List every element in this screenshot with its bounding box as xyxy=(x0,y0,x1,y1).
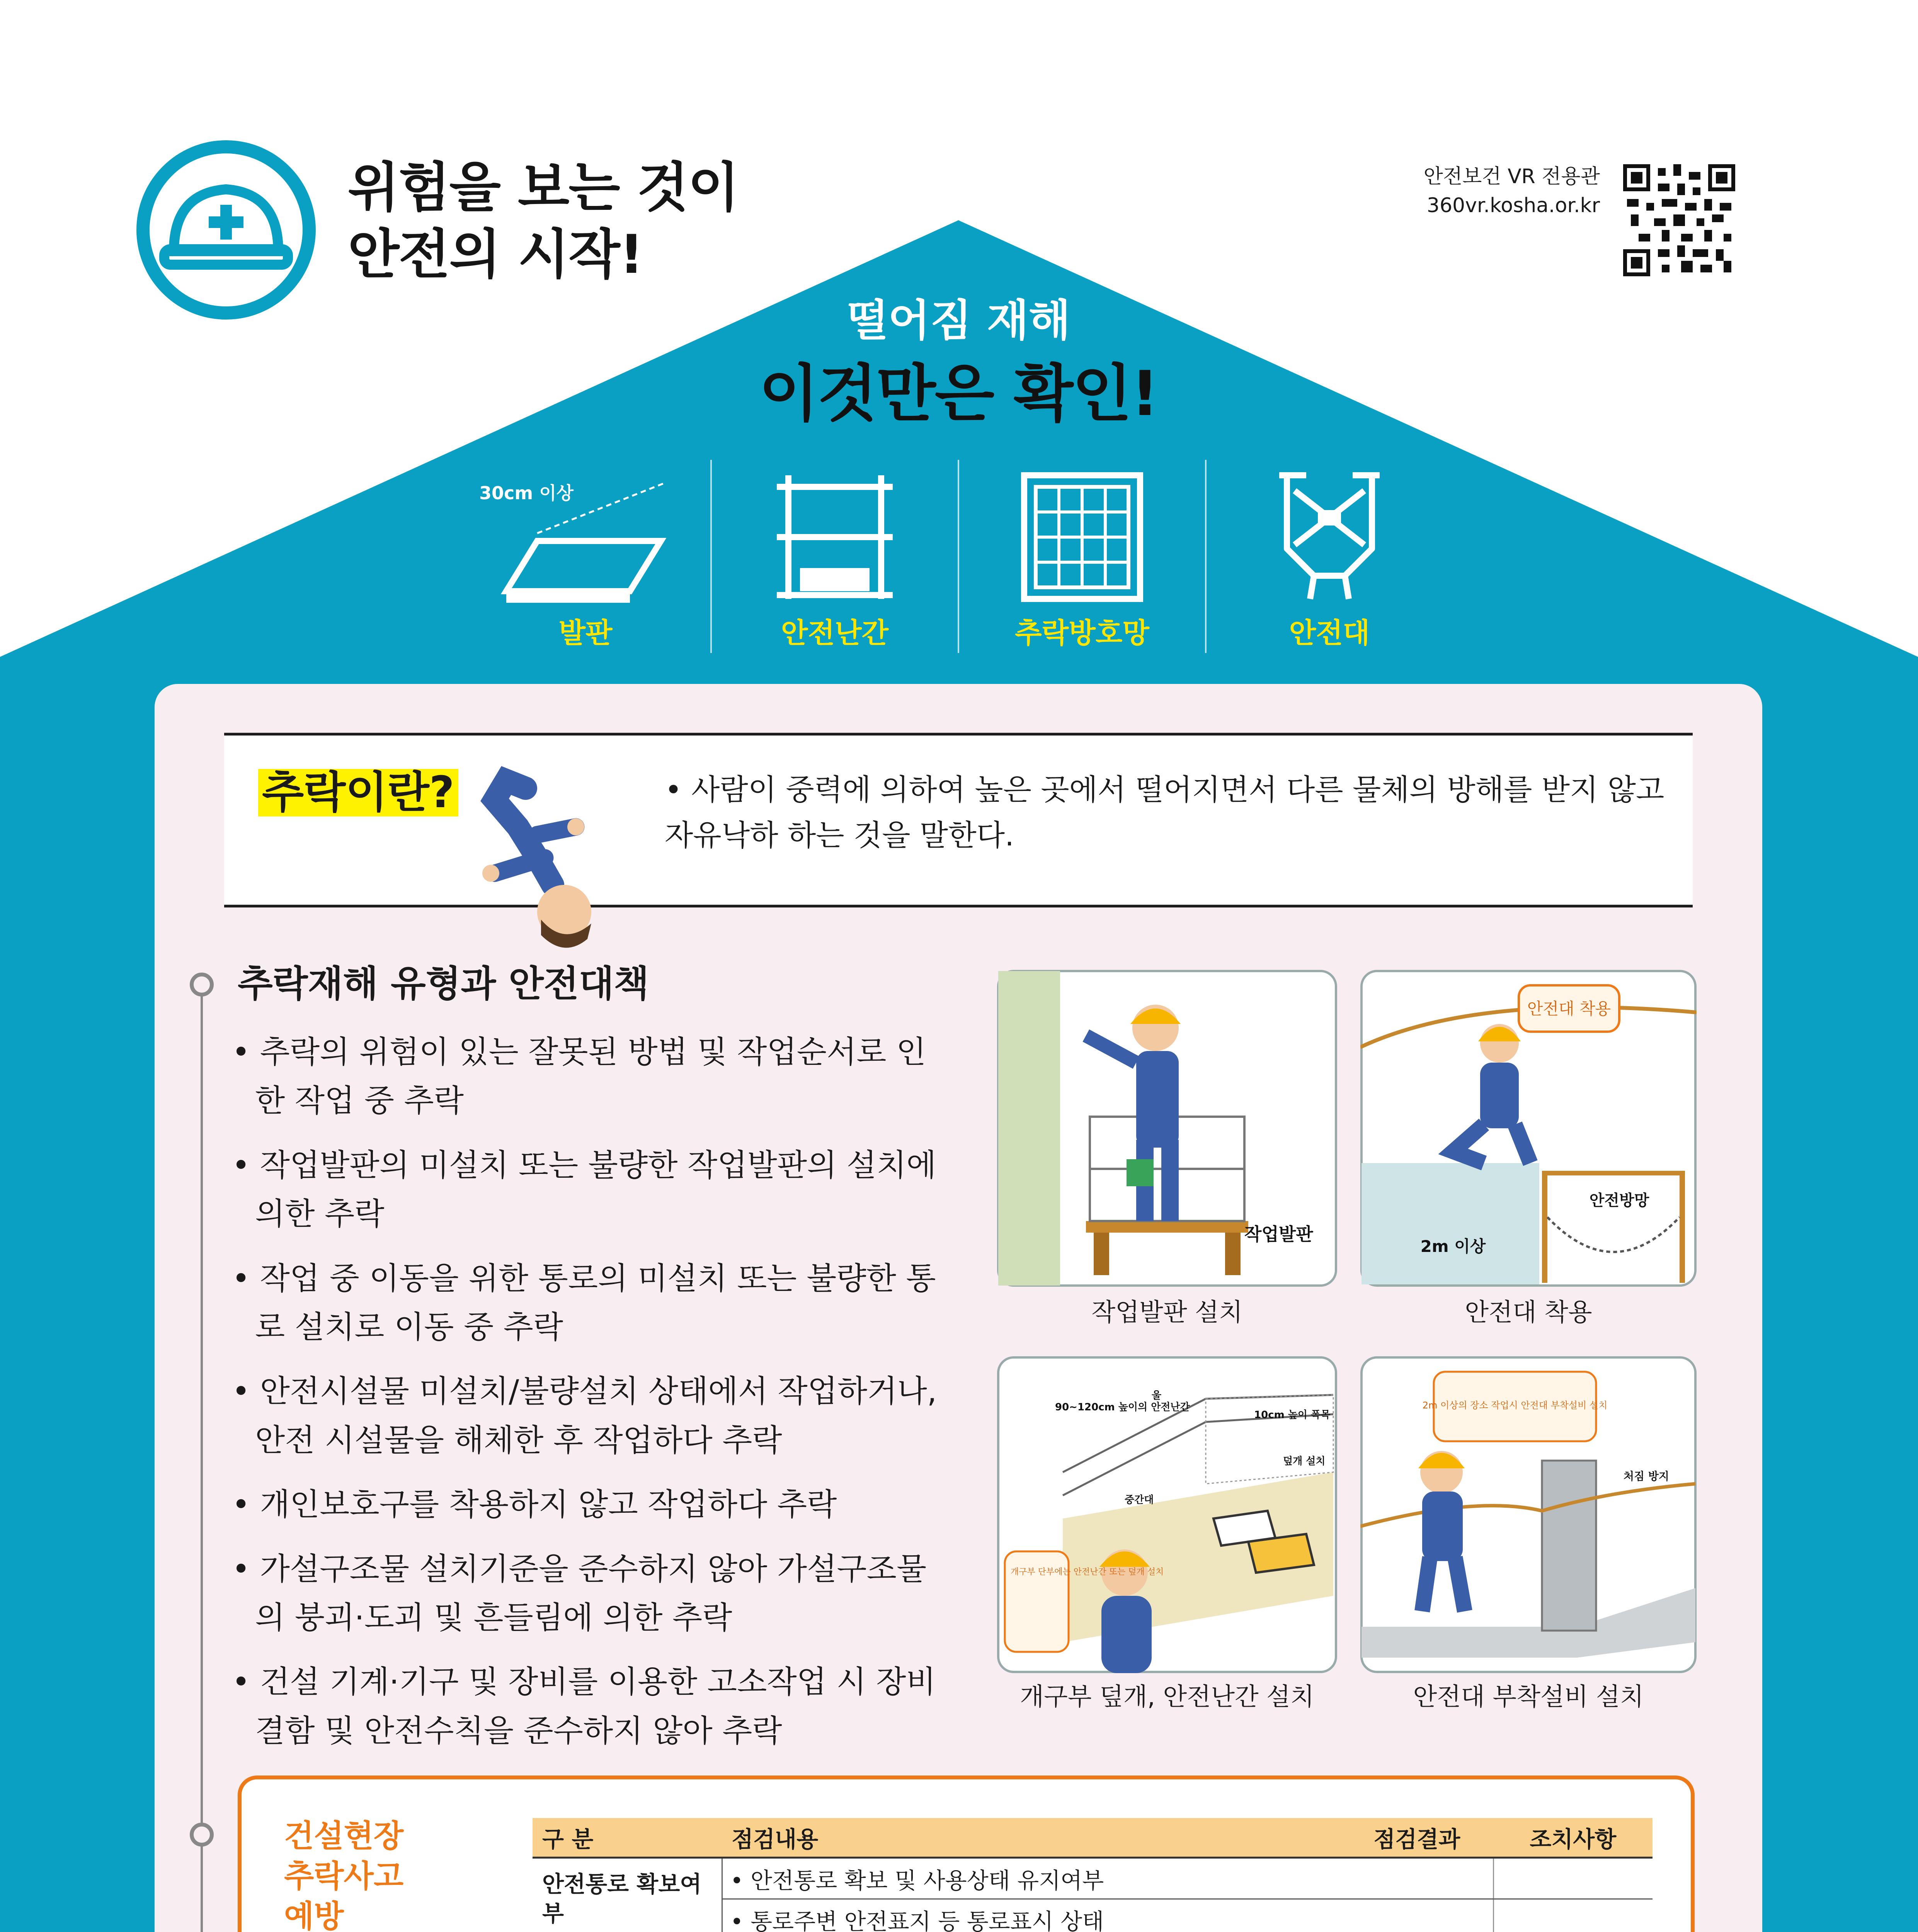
main-title: 이것만은 확인! xyxy=(759,357,1158,430)
illustration-anchor xyxy=(1360,1356,1697,1673)
safety-net-icon xyxy=(1020,471,1144,603)
action-cell[interactable] xyxy=(1494,1899,1653,1932)
header-content: 점검내용 xyxy=(722,1818,1340,1858)
category-cell: 안전통로 확보여부 xyxy=(533,1858,722,1932)
list-item: • 가설구조물 설치기준을 준수하지 않아 가설구조물의 붕괴·도괴 및 흔들림에 의한 추락 xyxy=(232,1545,951,1643)
anchor-note: 2m 이상의 장소 작업시 안전대 부착설비 설치 xyxy=(1422,1400,1608,1411)
vr-url[interactable]: 360vr.kosha.or.kr xyxy=(1426,194,1600,218)
icon-label-harness: 안전대 xyxy=(1289,617,1370,649)
list-item: • 작업발판의 미설치 또는 불량한 작업발판의 설치에 의한 추락 xyxy=(232,1141,951,1239)
definition-text: • 사람이 중력에 의하여 높은 곳에서 떨어지면서 다른 물체의 방해를 받지 않고 자유낙하 하는 것을 말한다. xyxy=(665,772,1664,852)
list-item: • 작업 중 이동을 위한 통로의 미설치 또는 불량한 통로 설치로 이동 중 추락 xyxy=(232,1254,951,1352)
header-result: 점검결과 xyxy=(1340,1818,1494,1858)
helmet-logo-icon xyxy=(131,135,321,325)
icon-label-safety-net: 추락방호망 xyxy=(1015,617,1149,649)
icon-label-plank: 발판 xyxy=(558,617,613,649)
checklist-title: 건설현장 추락사고 예방 xyxy=(284,1818,404,1932)
vr-label: 안전보건 VR 전용관 xyxy=(1423,165,1600,188)
list-item: • 안전시설물 미설치/불량설치 상태에서 작업하거나, 안전 시설물을 해체한 후 작업하다 추락 xyxy=(232,1367,951,1465)
hero-title-line2: 안전의 시작! xyxy=(348,223,643,286)
net-label: 안전방망 xyxy=(1589,1192,1649,1209)
caption-harness: 안전대 착용 xyxy=(1465,1298,1592,1327)
opening-note: 개구부 단부에는 안전난간 또는 덮개 설치 xyxy=(1011,1567,1164,1577)
illustration-harness xyxy=(1360,970,1697,1287)
checklist-table xyxy=(533,1818,1653,1932)
vr-info xyxy=(1345,162,1600,221)
illustration-scaffold xyxy=(997,970,1337,1287)
rail-height-label: 90~120cm 높이의 안전난간 xyxy=(1055,1401,1190,1413)
safety-harness-icon xyxy=(1271,468,1387,607)
list-item: • 건설 기계·기구 및 장비를 이용한 고소작업 시 장비 결함 및 안전수칙을 준수하지 않아 추락 xyxy=(232,1658,951,1755)
icon-label-guardrail: 안전난간 xyxy=(781,617,889,649)
toe-board-label: 10cm 높이 폭목 xyxy=(1254,1409,1331,1421)
subtitle: 떨어짐 재해 xyxy=(846,296,1070,346)
falling-worker-icon xyxy=(448,757,622,958)
section-title: 추락재해 유형과 안전대책 xyxy=(238,963,649,1005)
sag-label: 처짐 방지 xyxy=(1624,1470,1669,1483)
definition-title: 추락이란? xyxy=(258,769,458,816)
item-cell: • 통로주변 안전표지 등 통로표시 상태 xyxy=(722,1899,1340,1932)
list-item: • 개인보호구를 착용하지 않고 작업하다 추락 xyxy=(232,1480,951,1529)
hero-title xyxy=(348,155,739,288)
caption-opening: 개구부 덮개, 안전난간 설치 xyxy=(1020,1683,1314,1711)
caption-anchor: 안전대 부착설비 설치 xyxy=(1413,1683,1644,1711)
caption-scaffold: 작업발판 설치 xyxy=(1091,1298,1243,1327)
illustration-opening xyxy=(997,1356,1337,1673)
height-label: 2m 이상 xyxy=(1420,1237,1486,1256)
harness-bubble-label: 안전대 착용 xyxy=(1527,999,1611,1018)
hero-title-line1: 위험을 보는 것이 xyxy=(348,156,739,219)
qr-code-icon[interactable] xyxy=(1623,164,1735,276)
result-cell[interactable] xyxy=(1340,1858,1494,1899)
midrail-label: 중간대 xyxy=(1125,1494,1154,1506)
fence-label: 울 xyxy=(1152,1390,1162,1401)
guardrail-icon xyxy=(773,471,897,603)
table-row xyxy=(533,1858,1653,1899)
result-cell[interactable] xyxy=(1340,1899,1494,1932)
scaffold-label: 작업발판 xyxy=(1244,1224,1313,1245)
action-cell[interactable] xyxy=(1494,1858,1653,1899)
cover-label: 덮개 설치 xyxy=(1283,1456,1326,1467)
list-item: • 추락의 위험이 있는 잘못된 방법 및 작업순서로 인한 작업 중 추락 xyxy=(232,1028,951,1126)
item-cell: • 안전통로 확보 및 사용상태 유지여부 xyxy=(722,1858,1340,1899)
table-header-row xyxy=(533,1818,1653,1858)
plank-note: 30cm 이상 xyxy=(479,483,574,503)
header-action: 조치사항 xyxy=(1494,1818,1653,1858)
header-category: 구 분 xyxy=(533,1818,722,1858)
accident-type-list xyxy=(232,1028,951,1771)
